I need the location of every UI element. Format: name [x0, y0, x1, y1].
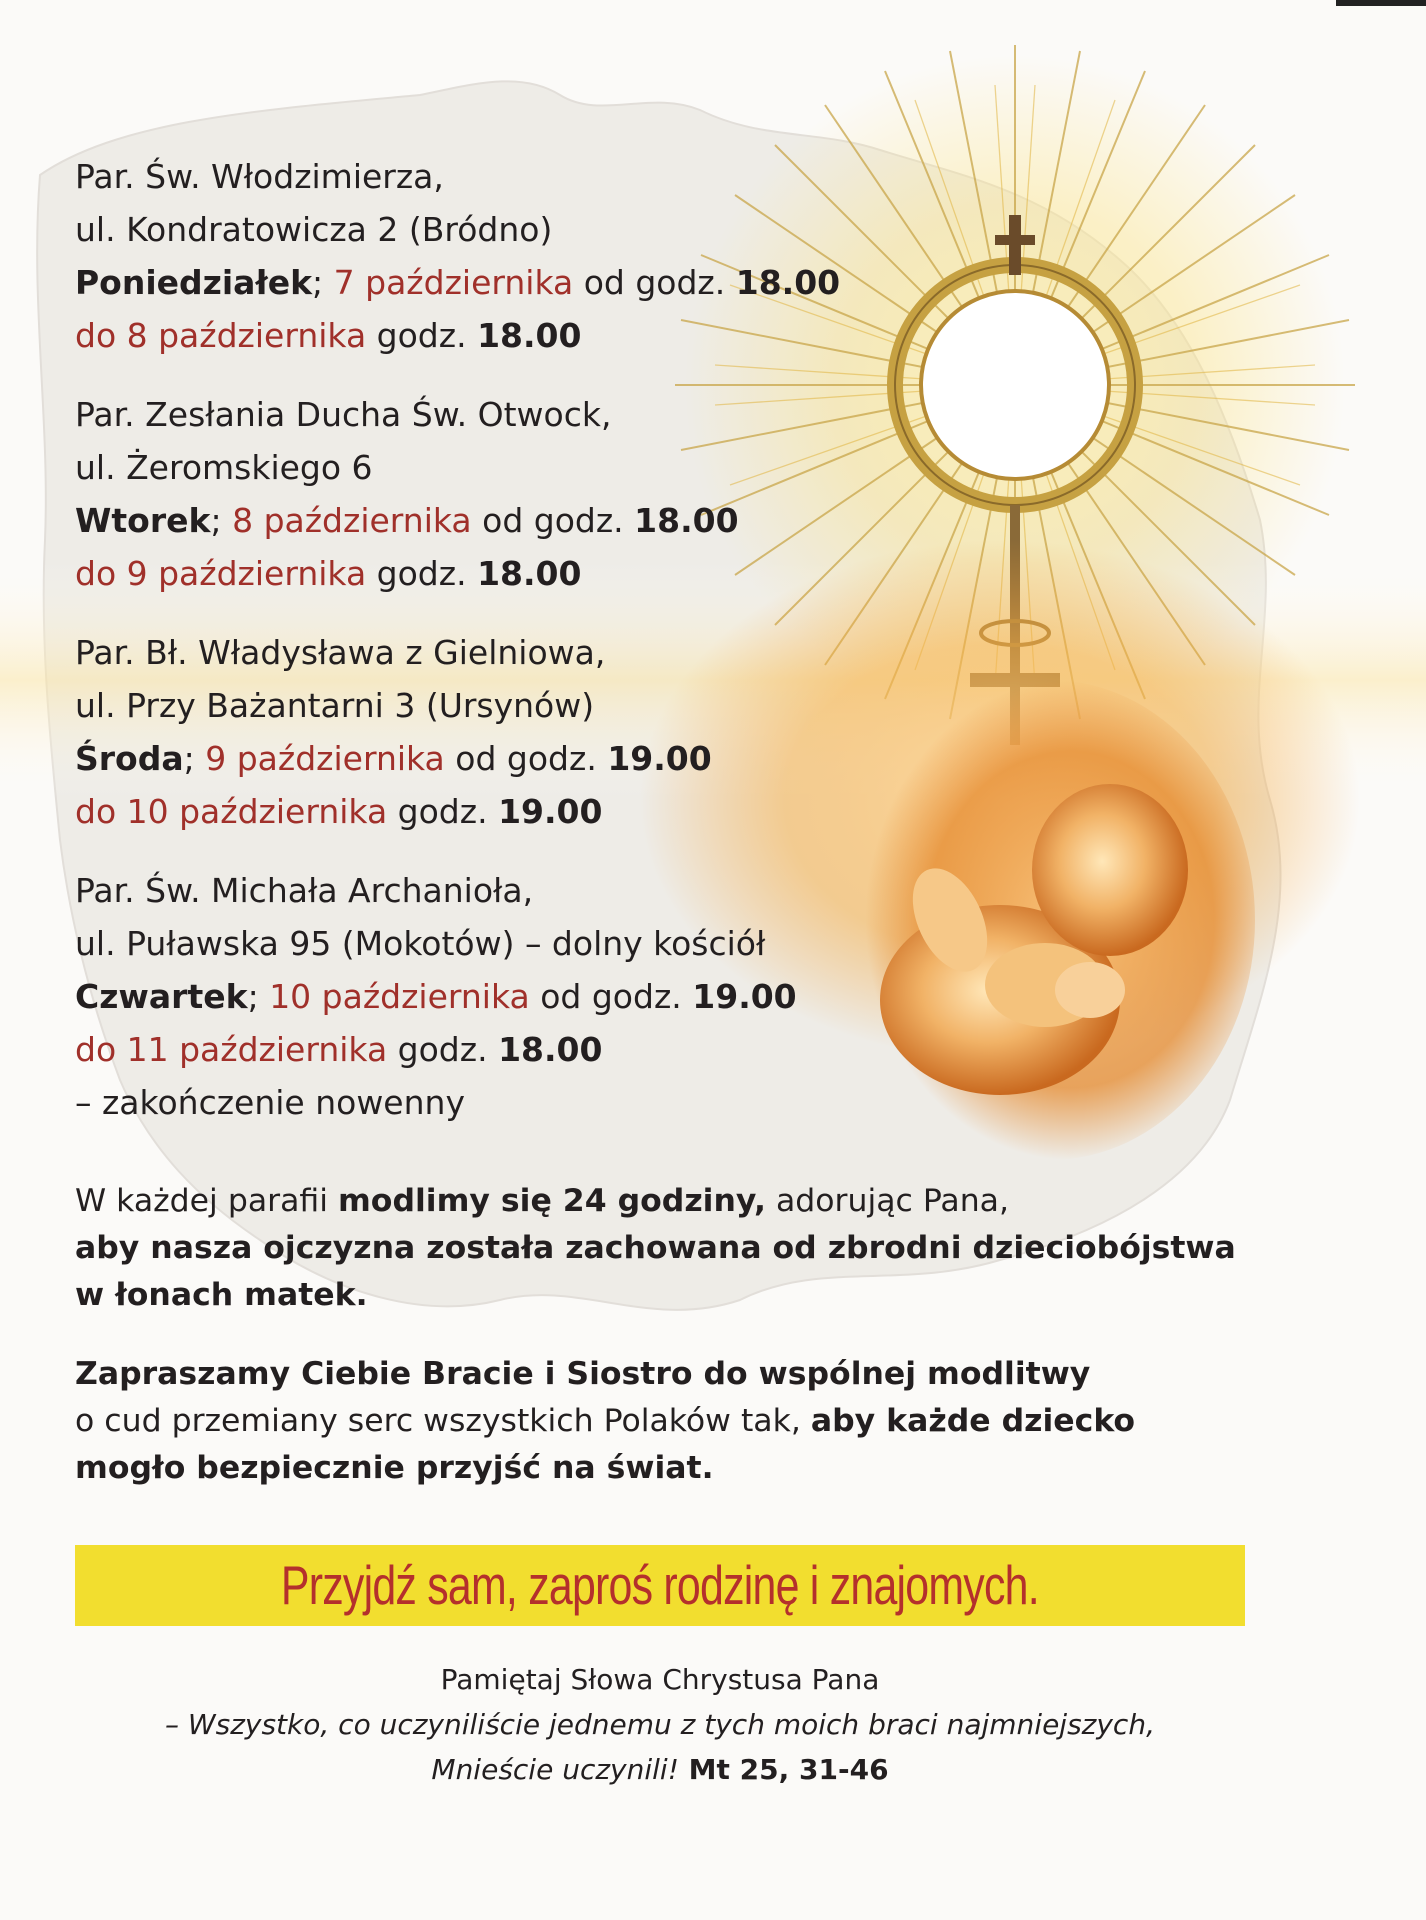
start-line: Czwartek; 10 października od godz. 19.00	[75, 977, 797, 1016]
emphasis: modlimy się 24 godziny,	[337, 1183, 766, 1219]
start-time: 18.00	[735, 263, 841, 302]
quote-intro: Pamiętaj Słowa Chrystusa Pana	[440, 1663, 880, 1696]
verse-reference: Mt 25, 31-46	[678, 1753, 889, 1786]
parish-name: Par. Zesłania Ducha Św. Otwock,	[75, 395, 612, 434]
start-line: Poniedziałek; 7 października od godz. 18.00	[75, 263, 841, 302]
start-date: 10 października	[269, 977, 530, 1016]
start-line: Wtorek; 8 października od godz. 18.00	[75, 501, 739, 540]
banner-text: Przyjdź sam, zaproś rodzinę i znajomych.	[281, 1554, 1039, 1616]
parish-name: Par. Św. Włodzimierza,	[75, 157, 444, 196]
end-time: 18.00	[477, 316, 582, 355]
parish-address: ul. Kondratowicza 2 (Bródno)	[75, 210, 553, 249]
start-time: 18.00	[634, 501, 739, 540]
end-time: 19.00	[498, 792, 603, 831]
emphasis: aby każde dziecko	[810, 1403, 1136, 1439]
end-line: do 11 października godz. 18.00	[75, 1030, 603, 1069]
end-date: do 10 października	[75, 792, 388, 831]
end-line: do 8 października godz. 18.00	[75, 316, 582, 355]
end-time: 18.00	[498, 1030, 603, 1069]
end-line: do 10 października godz. 19.00	[75, 792, 603, 831]
invitation-paragraph: Zapraszamy Ciebie Bracie i Siostro do wspólnej modlitwy o cud przemiany serc wszystkich Polaków tak, aby każde dziecko mogło bezpiecznie przyjść na świat.	[75, 1356, 1136, 1486]
schedule-entry-1	[75, 150, 875, 362]
weekday: Czwartek	[75, 977, 248, 1016]
schedule-entry-4	[75, 864, 875, 1129]
parish-name: Par. Św. Michała Archanioła,	[75, 871, 534, 910]
end-date: do 9 października	[75, 554, 367, 593]
start-date: 9 października	[205, 739, 445, 778]
parish-address: ul. Przy Bażantarni 3 (Ursynów)	[75, 686, 595, 725]
end-line: do 9 października godz. 18.00	[75, 554, 582, 593]
weekday: Środa	[75, 739, 184, 778]
schedule-entry-3	[75, 626, 875, 838]
start-date: 7 października	[333, 263, 574, 302]
end-date: do 8 października	[75, 316, 367, 355]
weekday: Poniedziałek	[75, 263, 313, 302]
closing-note: – zakończenie nowenny	[75, 1083, 465, 1122]
start-time: 19.00	[692, 977, 797, 1016]
prayer-intention-paragraph: W każdej parafii modlimy się 24 godziny, adorując Pana, aby nasza ojczyzna została zachowana od zbrodni dzieciobójstwa w łonach matek.	[75, 1183, 1236, 1313]
start-line: Środa; 9 października od godz. 19.00	[75, 739, 712, 778]
scripture-quote: Pamiętaj Słowa Chrystusa Pana – Wszystko, co uczyniliście jednemu z tych moich braci najmniejszych, Mnieście uczynili! Mt 25, 31-46	[75, 1657, 1245, 1792]
weekday: Wtorek	[75, 501, 211, 540]
end-time: 18.00	[477, 554, 582, 593]
parish-address: ul. Żeromskiego 6	[75, 448, 373, 487]
end-date: do 11 października	[75, 1030, 388, 1069]
invitation-banner	[75, 1545, 1245, 1626]
start-date: 8 października	[232, 501, 472, 540]
quote-text: – Wszystko, co uczyniliście jednemu z tych moich braci najmniejszych,	[165, 1708, 1155, 1741]
schedule-entry-2	[75, 388, 875, 600]
parish-address: ul. Puławska 95 (Mokotów) – dolny kościół	[75, 924, 766, 963]
start-time: 19.00	[607, 739, 712, 778]
unborn-child-illustration	[845, 680, 1255, 1160]
parish-name: Par. Bł. Władysława z Gielniowa,	[75, 633, 606, 672]
adoration-schedule	[75, 150, 875, 1155]
